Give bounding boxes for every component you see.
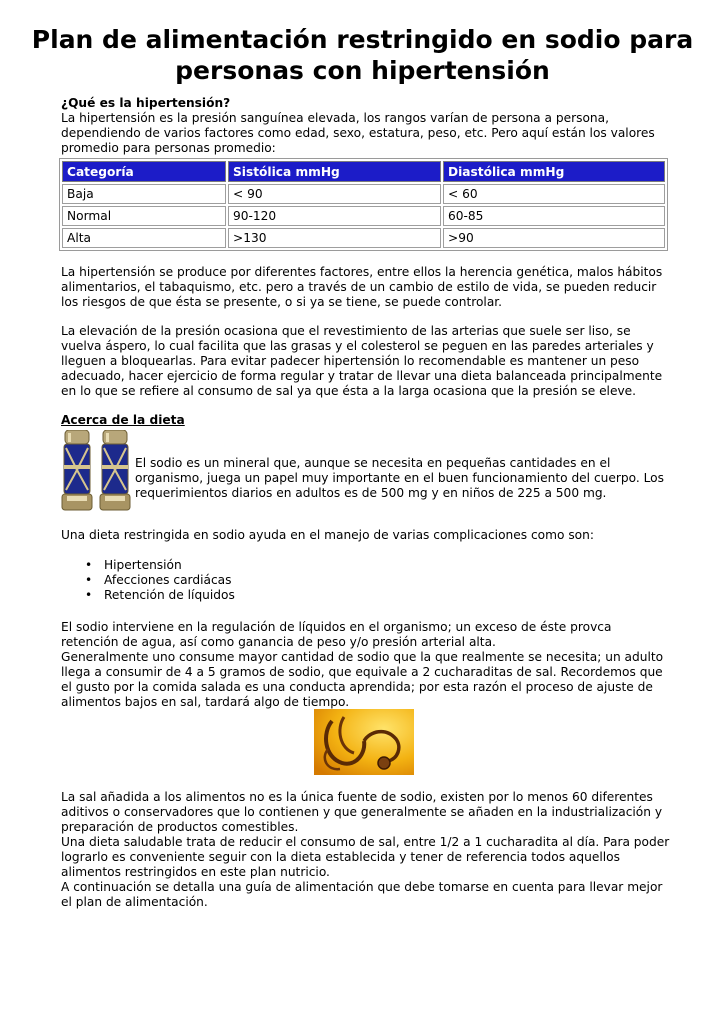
page-title: Plan de alimentación restringido en sodio para personas con hipertensión — [31, 25, 694, 85]
intro-heading: ¿Qué es la hipertensión? — [61, 96, 231, 110]
table-row — [62, 184, 665, 204]
column-header-diastolic: Diastólica mmHg — [443, 161, 665, 182]
table-row — [62, 206, 665, 226]
paragraph-salt-2: Una dieta saludable trata de reducir el consumo de sal, entre 1/2 a 1 cucharadita al día. Para poder lograrlo es conveniente seguir con la dieta establecida y tener de referencia todos aquellos alimentos restringidos en este plan nutricio. — [61, 835, 670, 879]
table-cell: < 60 — [443, 184, 665, 204]
table-header-row — [62, 161, 665, 182]
list-item: • Retención de líquidos — [61, 588, 235, 603]
table-cell: Baja — [62, 184, 226, 204]
table-cell: 90-120 — [228, 206, 441, 226]
complications-list — [61, 558, 235, 603]
list-item: • Hipertensión — [61, 558, 235, 573]
paragraph-liquids-1: El sodio interviene en la regulación de líquidos en el organismo; un exceso de éste provca retención de agua, así como ganancia de peso y/o presión arterial alta. — [61, 620, 612, 649]
table-cell: 60-85 — [443, 206, 665, 226]
paragraph-salt-3: A continuación se detalla una guía de alimentación que debe tomarse en cuenta para llevar mejor el plan de alimentación. — [61, 880, 663, 909]
list-item: • Afecciones cardiácas — [61, 573, 235, 588]
paragraph-elevation: La elevación de la presión ocasiona que el revestimiento de las arterias que suele ser liso, se vuelva áspero, lo cual facilita que las grasas y el colesterol se peguen en las paredes arteriales y lleguen a bloquearlas. Para evitar padecer hipertensión lo recomendable es mantener un peso adecuado, hacer ejercicio de forma regular y tratar de llevar una dieta balanceada principalmente en lo que se refiere al consumo de sal ya que ésta a la larga ocasiona que la presión se eleve. — [61, 324, 663, 398]
table-cell: Normal — [62, 206, 226, 226]
paragraph-causes: La hipertensión se produce por diferentes factores, entre ellos la herencia genética, malos hábitos alimentarios, el tabaquismo, etc. pero a través de un cambio de estilo de vida, se pueden reducir los riesgos de que ésta se presente, o si ya se tiene, se puede controlar. — [61, 265, 663, 309]
salt-shaker-left — [62, 430, 92, 510]
table-cell: < 90 — [228, 184, 441, 204]
column-header-category: Categoría — [62, 161, 226, 182]
table-cell: >90 — [443, 228, 665, 248]
sodium-paragraph: El sodio es un mineral que, aunque se necesita en pequeñas cantidades en el organismo, juega un papel muy importante en el buen funcionamiento del cuerpo. Los requerimientos diarios en adultos es de 500 mg y en niños de 225 a 500 mg. — [135, 456, 664, 500]
table-cell: >130 — [228, 228, 441, 248]
salt-shakers-image — [61, 430, 133, 512]
paragraph-salt-1: La sal añadida a los alimentos no es la única fuente de sodio, existen por lo menos 60 diferentes aditivos o conservadores que lo contienen y que generalmente se añaden en la industrialización y preparación de productos comestibles. — [61, 790, 663, 834]
table-row — [62, 228, 665, 248]
intro-paragraph: La hipertensión es la presión sanguínea elevada, los rangos varían de persona a persona, dependiendo de varios factores como edad, sexo, estatura, peso, etc. Pero aquí están los valores promedio para personas promedio: — [61, 111, 655, 155]
column-header-systolic: Sistólica mmHg — [228, 161, 441, 182]
stethoscope-image — [314, 709, 414, 775]
restricted-diet-intro: Una dieta restringida en sodio ayuda en el manejo de varias complicaciones como son: — [61, 528, 594, 542]
section-heading-diet: Acerca de la dieta — [61, 413, 185, 427]
blood-pressure-table — [59, 158, 668, 251]
salt-shaker-right — [100, 430, 130, 510]
table-cell: Alta — [62, 228, 226, 248]
paragraph-liquids-2: Generalmente uno consume mayor cantidad de sodio que la que realmente se necesita; un adulto llega a consumir de 4 a 5 gramos de sodio, que equivale a 2 cucharaditas de sal. Recordemos que el gusto por la comida salada es una conducta aprendida; por esta razón el proceso de ajuste de alimentos bajos en sal, tardará algo de tiempo. — [61, 650, 664, 709]
